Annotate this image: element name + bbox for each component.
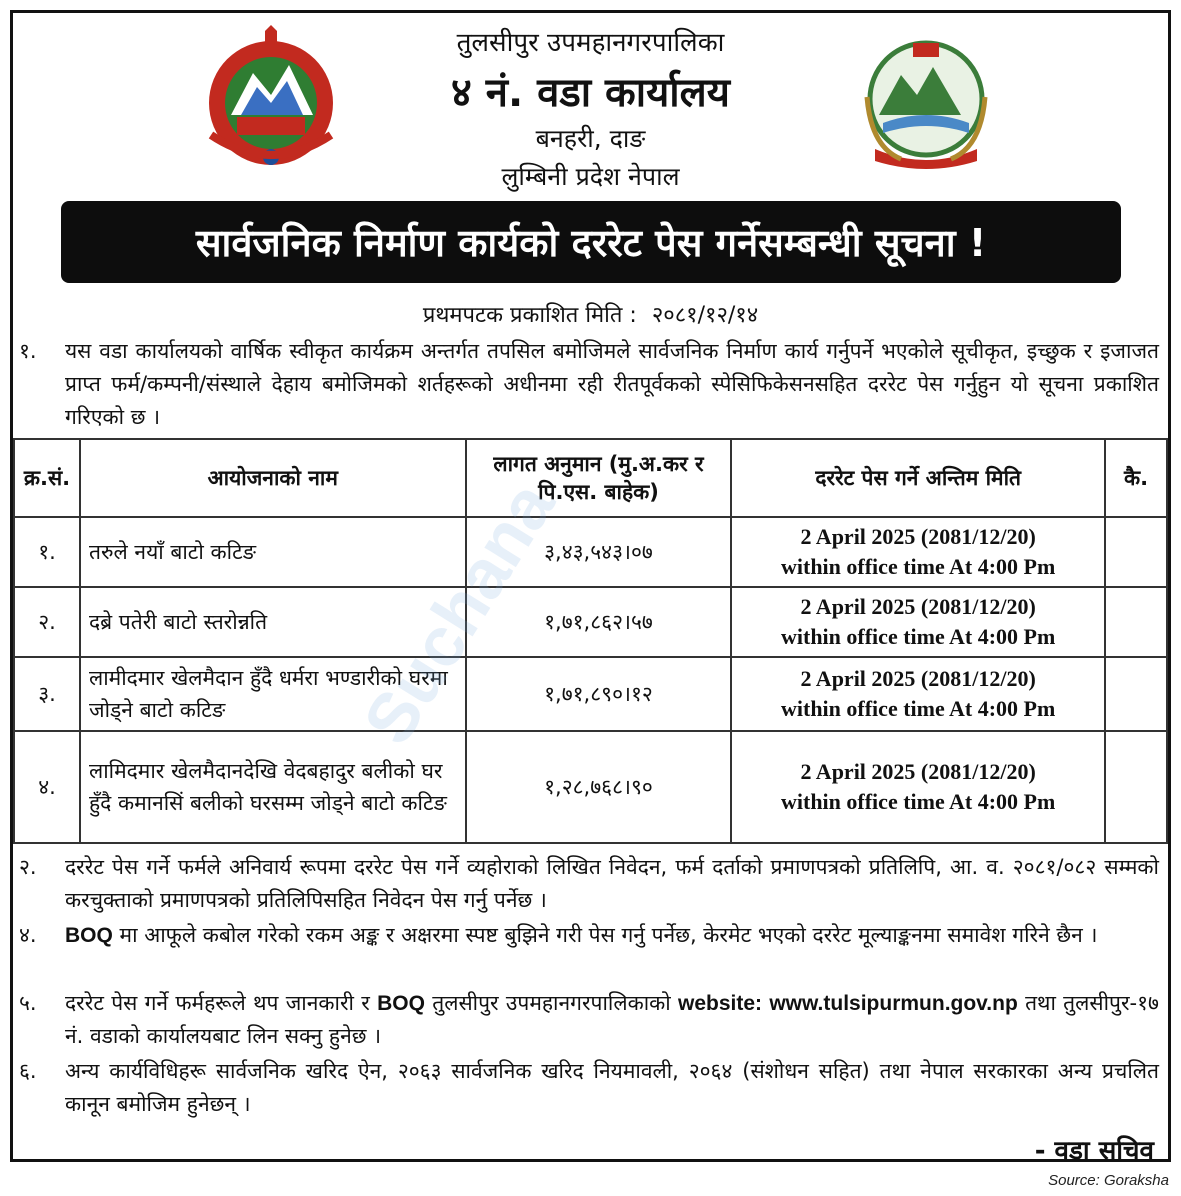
row-project-name: दब्रे पतेरी बाटो स्तरोन्नति (80, 587, 466, 657)
paragraph-6 (19, 1055, 1159, 1121)
table-row (14, 517, 1167, 587)
paragraph-5 (19, 987, 1159, 1053)
municipality-name: तुलसीपुर उपमहानगरपालिका (456, 28, 725, 58)
municipality-logo-icon (861, 37, 991, 177)
table-row (14, 587, 1167, 657)
header-cost-estimate: लागत अनुमान (मु.अ.कर र पि.एस. बाहेक) (466, 439, 732, 517)
publication-date-value: २०८१/१२/१४ (651, 303, 759, 328)
boq-term: BOQ (377, 992, 425, 1015)
paragraph-body: मा आफूले कबोल गरेको रकम अङ्क र अक्षरमा स्पष्ट बुझिने गरी पेस गर्नु पर्नेछ, केरमेट भएको दररेट मूल्याङ्कनमा समावेश गरिने छैन । (119, 923, 1098, 947)
row-serial: ४. (14, 731, 80, 843)
paragraph-2 (19, 851, 1159, 917)
row-deadline-date: 2 April 2025 (2081/12/20) (800, 666, 1036, 691)
works-table (13, 438, 1168, 844)
paragraph-text: दररेट पेस गर्ने फर्मले अनिवार्य रूपमा दररेट पेस गर्ने व्यहोराको लिखित निवेदन, फर्म दर्ताको प्रमाणपत्रको प्रतिलिपि, आ. व. २०८१/०८२ सम्मको करचुक्ताको प्रमाणपत्रको प्रतिलिपिसहित निवेदन पेस गर्नु पर्नेछ । (65, 855, 1159, 912)
row-serial: ३. (14, 657, 80, 731)
row-deadline-date: 2 April 2025 (2081/12/20) (800, 594, 1036, 619)
header-remark: कै. (1105, 439, 1167, 517)
publication-date (13, 299, 1168, 329)
paragraph-number: ६. (19, 1059, 37, 1083)
row-remark (1105, 587, 1167, 657)
row-remark (1105, 517, 1167, 587)
paragraph-text (65, 987, 1159, 1053)
row-deadline (731, 517, 1105, 587)
row-deadline-time: within office time At 4:00 Pm (781, 554, 1056, 579)
paragraph-body-a: दररेट पेस गर्ने फर्महरूले थप जानकारी र (65, 991, 370, 1015)
header-project-name: आयोजनाको नाम (80, 439, 466, 517)
ward-office-title: ४ नं. वडा कार्यालय (451, 70, 730, 116)
source-credit: Source: Goraksha (1048, 1172, 1169, 1189)
row-deadline (731, 657, 1105, 731)
paragraph-number: ४. (19, 923, 37, 947)
boq-term: BOQ (65, 924, 113, 947)
row-remark (1105, 731, 1167, 843)
row-serial: १. (14, 517, 80, 587)
header-deadline: दररेट पेस गर्ने अन्तिम मिति (731, 439, 1105, 517)
paragraph-text: अन्य कार्यविधिहरू सार्वजनिक खरिद ऐन, २०६३ सार्वजनिक खरिद नियमावली, २०६४ (संशोधन सहित) तथा नेपाल सरकारका अन्य प्रचलित कानून बमोजिम हुनेछन् । (65, 1059, 1159, 1116)
row-project-name: तरुले नयाँ बाटो कटिङ (80, 517, 466, 587)
row-cost: १,७१,८६२।५७ (466, 587, 732, 657)
row-cost: १,२८,७६८।९० (466, 731, 732, 843)
row-deadline-date: 2 April 2025 (2081/12/20) (800, 759, 1036, 784)
notice-title-bar (61, 201, 1121, 283)
row-remark (1105, 657, 1167, 731)
row-deadline-time: within office time At 4:00 Pm (781, 696, 1056, 721)
row-deadline-time: within office time At 4:00 Pm (781, 624, 1056, 649)
paragraph-body-c: तथा तुलसीपुर-१७ नं. वडाको कार्यालयबाट लिन सक्नु हुनेछ । (65, 991, 1159, 1048)
notice-header (13, 13, 1168, 203)
table-row (14, 657, 1167, 731)
table-row (14, 731, 1167, 843)
publication-date-label: प्रथमपटक प्रकाशित मिति : (422, 303, 637, 328)
paragraph-number: २. (19, 855, 37, 879)
signature-ward-secretary: - वडा सचिव (1034, 1136, 1154, 1166)
row-deadline-date: 2 April 2025 (2081/12/20) (800, 524, 1036, 549)
row-cost: ३,४३,५४३।०७ (466, 517, 732, 587)
paragraph-text: यस वडा कार्यालयको वार्षिक स्वीकृत कार्यक्रम अन्तर्गत तपसिल बमोजिमले सार्वजनिक निर्माण कार्य गर्नुपर्ने भएकोले सूचीकृत, इच्छुक र इजाजत प्राप्त फर्म/कम्पनी/संस्थाले देहाय बमोजिमको शर्तहरूको अधीनमा रही रीतपूर्वकको स्पेसिफिकेसनसहित दररेट पेस गर्नुहुन यो सूचना प्रकाशित गरिएको छ । (65, 339, 1159, 429)
paragraph-1 (19, 335, 1159, 434)
row-deadline-time: within office time At 4:00 Pm (781, 789, 1056, 814)
website-label: website: (678, 992, 763, 1015)
row-project-name: लामीदमार खेलमैदान हुँदै धर्मरा भण्डारीको घरमा जोड्ने बाटो कटिङ (80, 657, 466, 731)
row-cost: १,७१,८९०।१२ (466, 657, 732, 731)
header-serial: क्र.सं. (14, 439, 80, 517)
paragraph-number: १. (19, 339, 37, 363)
province-country: लुम्बिनी प्रदेश नेपाल (501, 162, 680, 191)
notice-title: सार्वजनिक निर्माण कार्यको दररेट पेस गर्नेसम्बन्धी सूचना ! (195, 221, 987, 265)
row-serial: २. (14, 587, 80, 657)
paragraph-text (65, 919, 1159, 952)
row-deadline (731, 731, 1105, 843)
notice-frame (10, 10, 1171, 1166)
watermark: Suchana (348, 468, 570, 758)
row-deadline (731, 587, 1105, 657)
website-link[interactable]: www.tulsipurmun.gov.np (769, 992, 1018, 1015)
paragraph-number: ५. (19, 991, 37, 1015)
paragraph-4 (19, 919, 1159, 952)
paragraph-body-b: तुलसीपुर उपमहानगरपालिकाको (432, 991, 671, 1015)
office-location: बनहरी, दाङ (535, 124, 646, 153)
table-header-row (14, 439, 1167, 517)
row-project-name: लामिदमार खेलमैदानदेखि वेदबहादुर बलीको घर हुँदै कमानसिं बलीको घरसम्म जोड्ने बाटो कटिङ (80, 731, 466, 843)
